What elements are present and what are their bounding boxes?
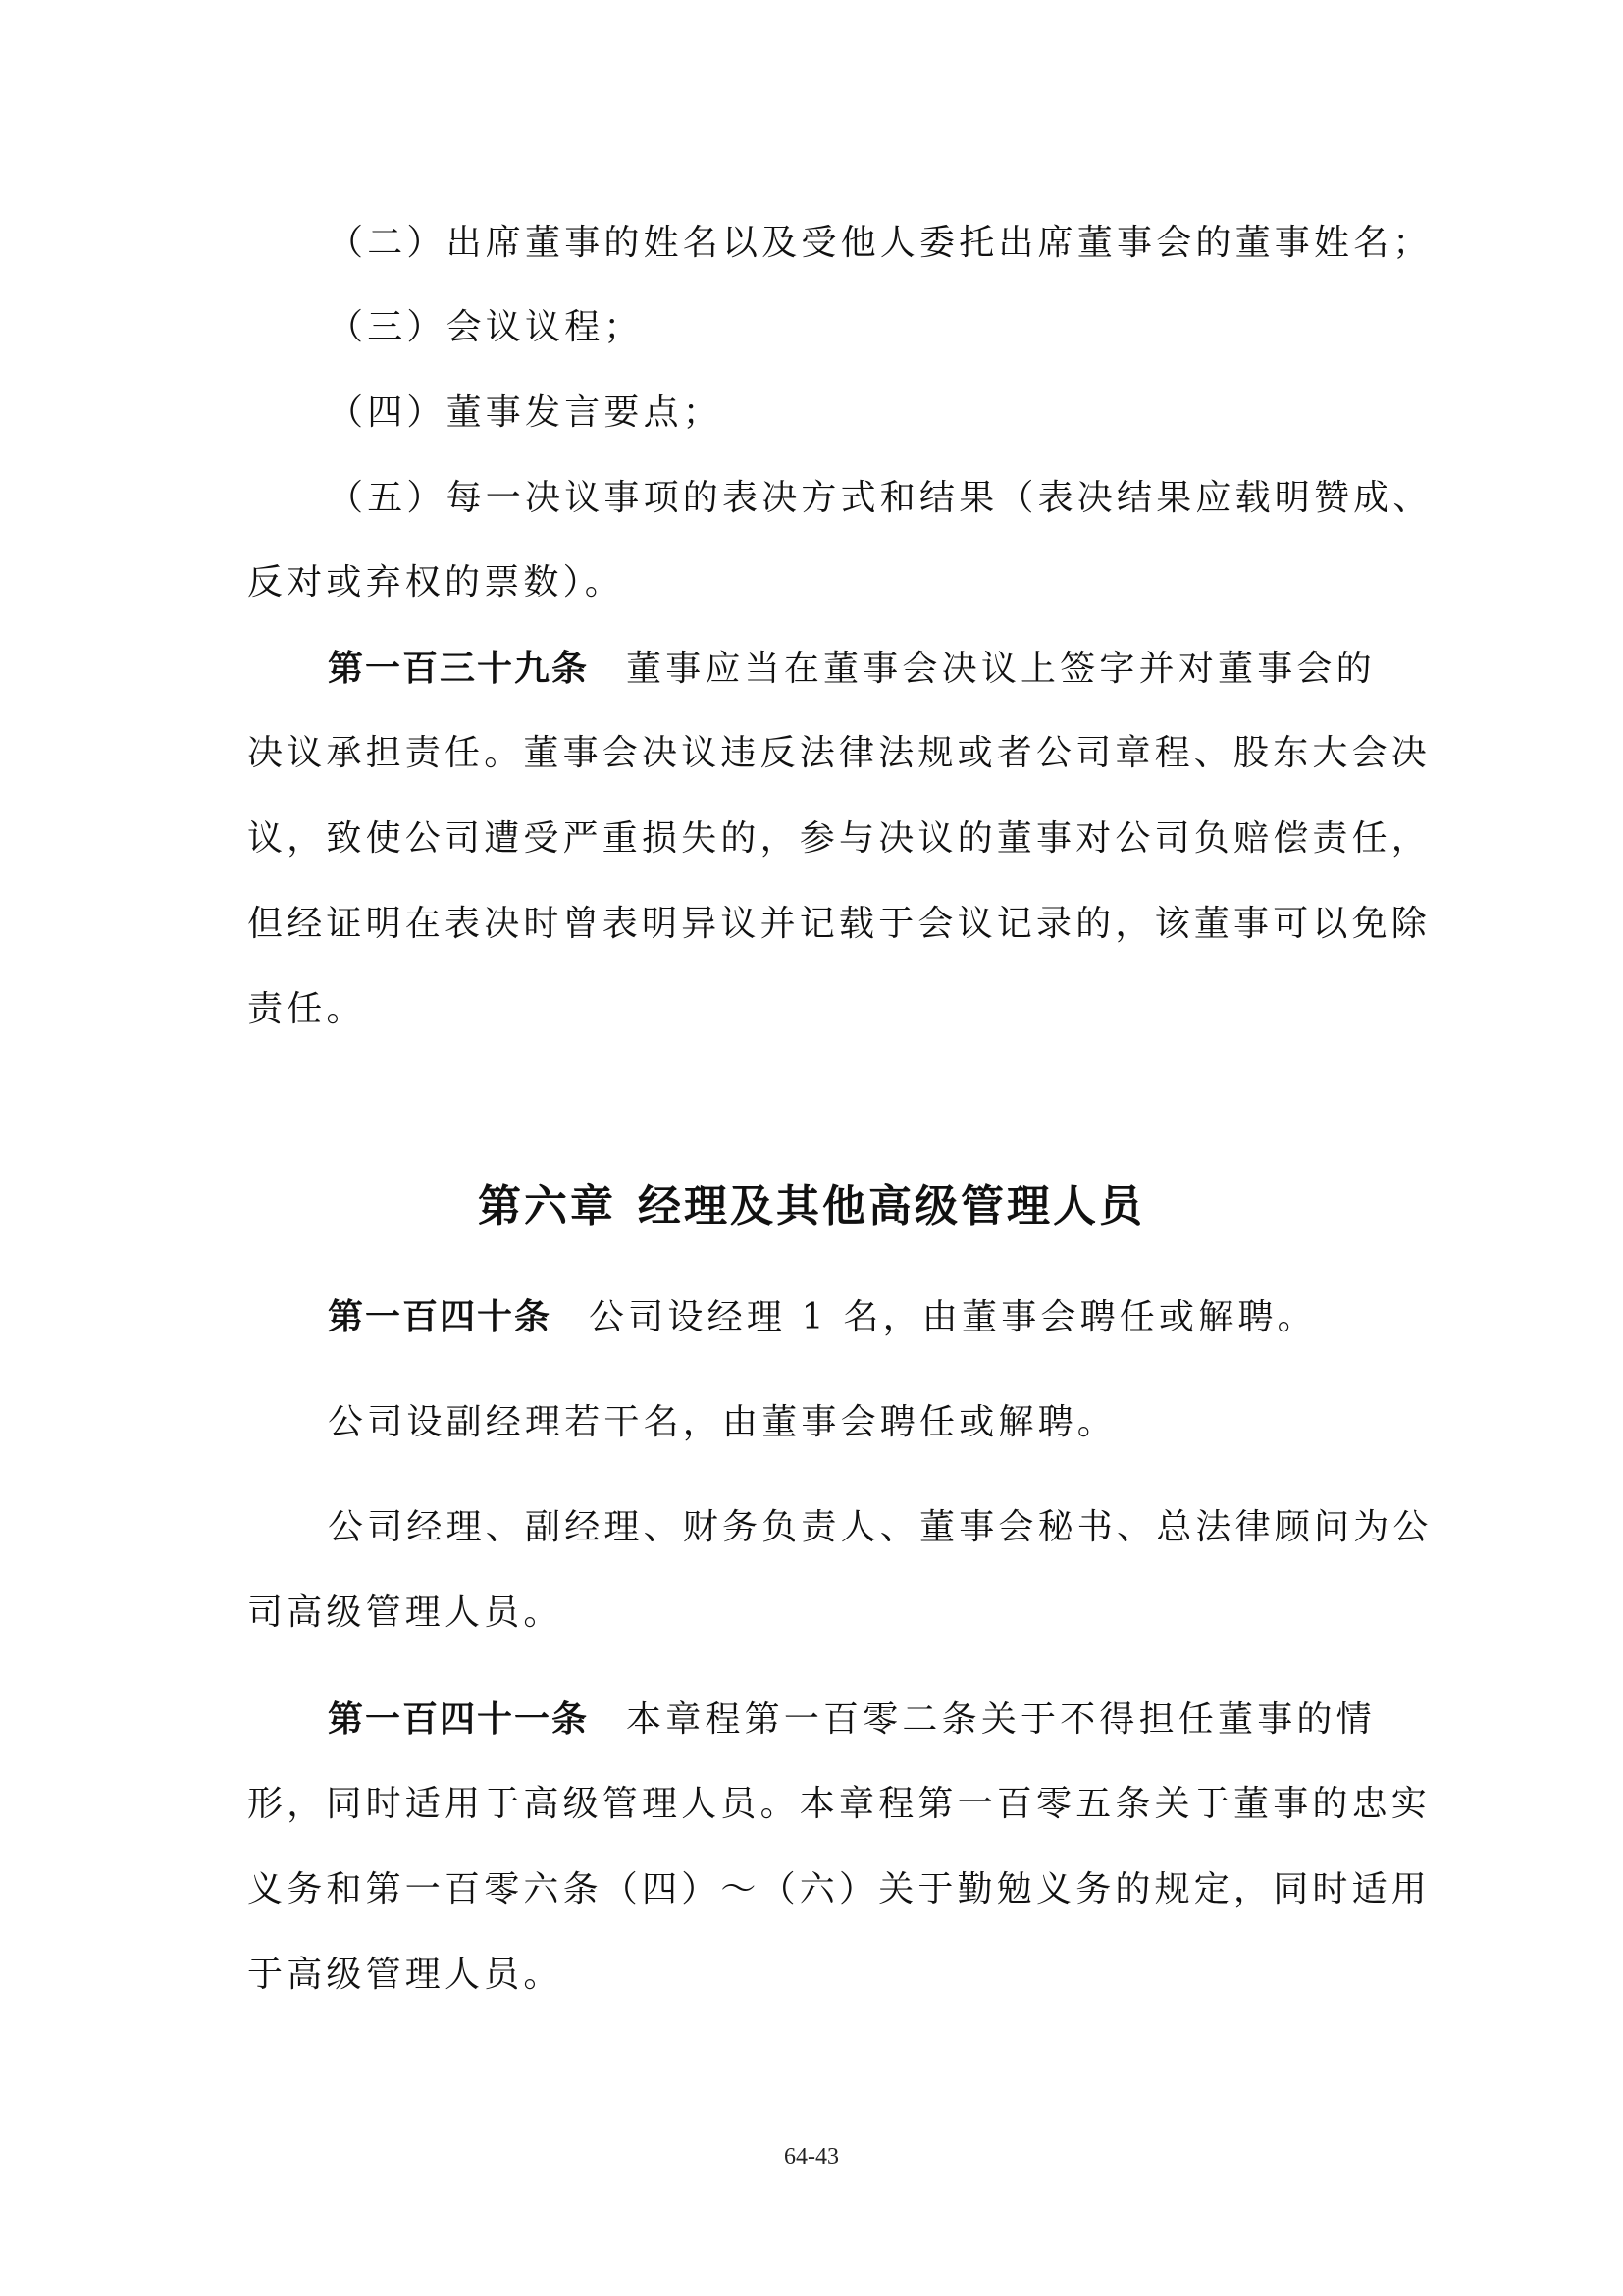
article-140-text: 公司设经理 1 名，由董事会聘任或解聘。: [589, 1297, 1317, 1337]
chapter-title: 经理及其他高级管理人员: [638, 1181, 1145, 1231]
article-140-title: 第一百四十条: [328, 1296, 552, 1337]
article-141-text: 形，同时适用于高级管理人员。本章程第一百零五条关于董事的忠实: [247, 1784, 1432, 1824]
article-139-first-line: [328, 647, 1376, 690]
article-139-text: 董事应当在董事会决议上签字并对董事会的: [626, 649, 1376, 689]
list-item-continuation: 反对或弃权的票数）。: [247, 562, 625, 602]
article-140-text: 公司设副经理若干名，由董事会聘任或解聘。: [328, 1402, 1118, 1442]
article-139-text: 但经证明在表决时曾表明异议并记载于会议记录的，该董事可以免除: [247, 904, 1432, 944]
article-140-text: 公司经理、副经理、财务负责人、董事会秘书、总法律顾问为公: [328, 1507, 1433, 1547]
list-item: （三）会议议程；: [328, 307, 644, 347]
list-item: （五）每一决议事项的表决方式和结果（表决结果应载明赞成、: [328, 478, 1433, 518]
article-141-text: 于高级管理人员。: [247, 1955, 563, 1995]
list-item: （四）董事发言要点；: [328, 392, 723, 433]
list-item: （二）出席董事的姓名以及受他人委托出席董事会的董事姓名；: [328, 223, 1433, 263]
article-139-text: 议，致使公司遭受严重损失的，参与决议的董事对公司负赔偿责任，: [247, 818, 1432, 859]
page-number: 64-43: [784, 2144, 839, 2169]
chapter-number: 第六章: [478, 1181, 616, 1231]
article-141-first-line: [328, 1697, 1376, 1741]
article-139-title: 第一百三十九条: [328, 648, 590, 689]
article-139-text: 责任。: [247, 989, 366, 1029]
article-140-text: 司高级管理人员。: [247, 1592, 563, 1633]
article-141-text: 本章程第一百零二条关于不得担任董事的情: [626, 1699, 1376, 1740]
article-141-text: 义务和第一百零六条（四）～（六）关于勤勉义务的规定，同时适用: [247, 1869, 1432, 1909]
chapter-heading: [0, 1179, 1623, 1234]
article-141-title: 第一百四十一条: [328, 1698, 590, 1740]
article-140-first-line: [328, 1295, 1317, 1338]
article-139-text: 决议承担责任。董事会决议违反法律法规或者公司章程、股东大会决: [247, 733, 1432, 773]
